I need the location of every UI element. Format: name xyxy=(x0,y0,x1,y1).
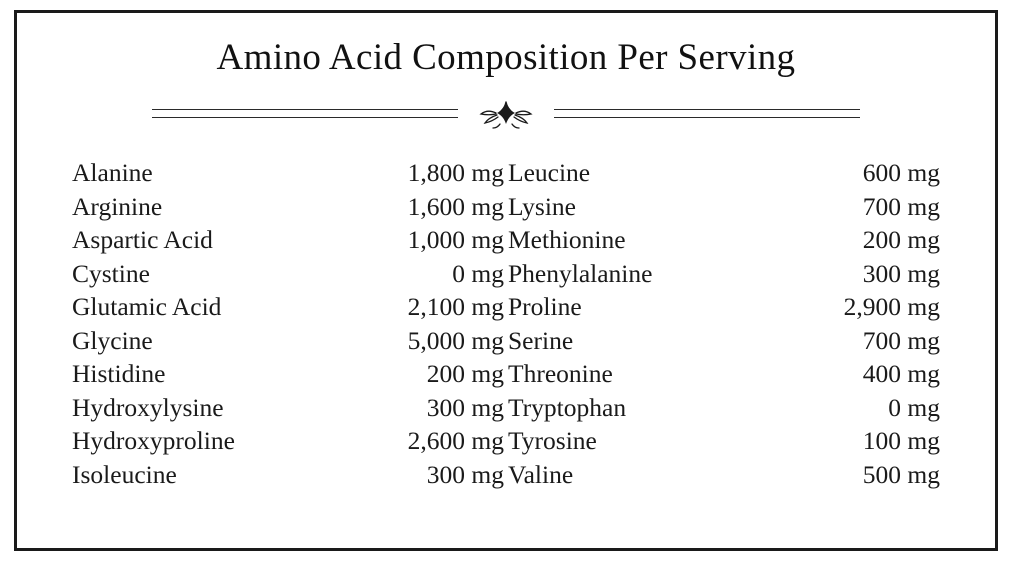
amino-acid-name: Serine xyxy=(508,325,574,355)
amino-acid-name: Lysine xyxy=(508,191,576,221)
amino-acid-name: Tryptophan xyxy=(508,392,627,422)
amino-acid-name: Glutamic Acid xyxy=(72,292,222,322)
table-row xyxy=(72,424,504,458)
amino-acid-amount: 200 mg xyxy=(862,225,940,255)
table-row xyxy=(508,357,940,391)
amino-acid-name: Methionine xyxy=(508,225,626,255)
table-row xyxy=(508,190,940,224)
table-row xyxy=(508,257,940,291)
amino-acid-name: Glycine xyxy=(72,325,153,355)
decorative-divider xyxy=(152,100,860,134)
amino-acid-amount: 300 mg xyxy=(426,392,504,422)
table-row xyxy=(72,324,504,358)
amino-acid-amount: 700 mg xyxy=(862,191,940,221)
page-title: Amino Acid Composition Per Serving xyxy=(216,37,796,78)
table-row xyxy=(72,257,504,291)
amino-acid-name: Threonine xyxy=(508,359,613,389)
table-row xyxy=(508,290,940,324)
table-row xyxy=(508,458,940,492)
table-row xyxy=(508,324,940,358)
amino-acid-amount: 700 mg xyxy=(862,325,940,355)
amino-acid-amount: 0 mg xyxy=(452,258,504,288)
amino-acid-name: Hydroxylysine xyxy=(72,392,224,422)
amino-acid-amount: 2,100 mg xyxy=(407,292,504,322)
amino-acid-amount: 0 mg xyxy=(888,392,940,422)
table-row xyxy=(508,223,940,257)
amino-acid-name: Cystine xyxy=(72,258,150,288)
amino-acid-amount: 2,600 mg xyxy=(407,426,504,456)
amino-acid-name: Alanine xyxy=(72,158,153,188)
amino-acid-amount: 500 mg xyxy=(862,459,940,489)
amino-acid-name: Proline xyxy=(508,292,582,322)
amino-acid-amount: 1,000 mg xyxy=(407,225,504,255)
amino-acid-amount: 200 mg xyxy=(426,359,504,389)
amino-acid-column-left xyxy=(72,156,504,491)
amino-acid-amount: 100 mg xyxy=(862,426,940,456)
amino-acid-amount: 2,900 mg xyxy=(843,292,940,322)
amino-acid-name: Phenylalanine xyxy=(508,258,653,288)
floral-divider-ornament-icon xyxy=(458,96,554,136)
amino-acid-column-right xyxy=(508,156,940,491)
table-row xyxy=(72,290,504,324)
table-row xyxy=(72,156,504,190)
amino-acid-name: Valine xyxy=(508,459,574,489)
table-row xyxy=(72,391,504,425)
table-row xyxy=(508,424,940,458)
table-row xyxy=(72,458,504,492)
amino-acid-amount: 5,000 mg xyxy=(407,325,504,355)
amino-acid-name: Leucine xyxy=(508,158,591,188)
amino-acid-amount: 1,600 mg xyxy=(407,191,504,221)
amino-acid-amount: 400 mg xyxy=(862,359,940,389)
document-content xyxy=(14,10,998,551)
table-row xyxy=(72,190,504,224)
amino-acid-name: Histidine xyxy=(72,359,166,389)
table-row xyxy=(72,357,504,391)
amino-acid-name: Aspartic Acid xyxy=(72,225,213,255)
amino-acid-columns xyxy=(50,156,962,491)
table-row xyxy=(508,156,940,190)
amino-acid-amount: 600 mg xyxy=(862,158,940,188)
table-row xyxy=(72,223,504,257)
table-row xyxy=(508,391,940,425)
amino-acid-name: Tyrosine xyxy=(508,426,597,456)
amino-acid-amount: 300 mg xyxy=(426,459,504,489)
amino-acid-name: Isoleucine xyxy=(72,459,177,489)
amino-acid-name: Arginine xyxy=(72,191,163,221)
amino-acid-amount: 300 mg xyxy=(862,258,940,288)
amino-acid-name: Hydroxyproline xyxy=(72,426,235,456)
amino-acid-amount: 1,800 mg xyxy=(407,158,504,188)
